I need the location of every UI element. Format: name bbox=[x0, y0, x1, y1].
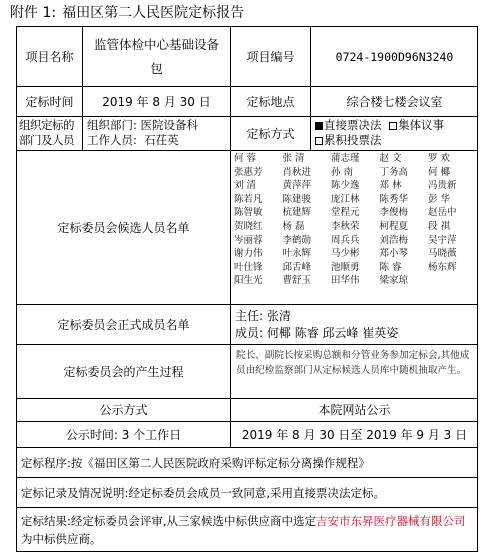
members-value: 何椰 陈睿 邱云峰 崔英姿 bbox=[266, 326, 399, 340]
candidate-name: 陈 睿 bbox=[379, 261, 402, 273]
candidates-label-cell bbox=[16, 150, 230, 304]
candidate-row bbox=[230, 152, 476, 166]
formation-label: 定标委员会的产生过程 bbox=[63, 364, 184, 379]
announce-time-value-cell bbox=[230, 421, 478, 447]
candidate-name: 刘浩梅 bbox=[379, 234, 409, 246]
announce-method-label-cell bbox=[16, 398, 230, 421]
committee-label-cell bbox=[16, 304, 230, 344]
candidate-name: 李俊梅 bbox=[379, 207, 409, 219]
candidate-name: 段 祺 bbox=[428, 220, 451, 232]
candidate-row bbox=[230, 261, 476, 275]
candidate-name: 张惠芳 bbox=[234, 166, 263, 178]
candidate-name: 陈秀华 bbox=[379, 193, 409, 205]
record-cell bbox=[16, 477, 478, 507]
candidate-name: 曹舒玉 bbox=[282, 275, 312, 287]
staff-label: 工作人员: bbox=[87, 133, 137, 147]
announce-method-label: 公示方式 bbox=[99, 403, 148, 417]
candidate-name: 冯贵新 bbox=[428, 180, 457, 192]
method-option-collective: 集体议事 bbox=[389, 118, 444, 132]
candidate-name: 陈少逸 bbox=[331, 180, 360, 192]
candidate-names-grid bbox=[230, 152, 476, 288]
candidate-name: 郑小琴 bbox=[379, 248, 409, 260]
candidate-name: 何 蓉 bbox=[234, 153, 257, 164]
staff-line bbox=[87, 133, 226, 148]
candidate-name: 罗 欢 bbox=[428, 153, 451, 164]
winning-supplier: 吉安市东昇医疗器械有限公司 bbox=[316, 514, 466, 528]
method-options-cell bbox=[310, 116, 478, 150]
candidate-name: 郑 林 bbox=[379, 180, 402, 192]
report-title: 福田区第二人民医院定标报告 bbox=[62, 5, 245, 21]
candidate-name: 吴宇萍 bbox=[428, 234, 457, 246]
unchecked-box-icon bbox=[315, 137, 323, 145]
formation-text: 院长、副院长按采购总额和分管业务参加定标会,其他成员由纪检监察部门从定标候选人员库中随机抽取产生。 bbox=[236, 350, 470, 376]
candidate-name: 庞江林 bbox=[331, 193, 360, 205]
committee-members-line bbox=[235, 325, 474, 342]
candidate-name: 丁务高 bbox=[379, 166, 409, 178]
department-label: 组织部门: bbox=[87, 118, 137, 132]
record-label: 定标记录及情况说明: bbox=[21, 486, 129, 500]
candidate-name: 陈若凡 bbox=[234, 193, 263, 205]
table-bottom-border bbox=[16, 551, 478, 552]
announce-time-value: 2019 年 8 月 30 日至 2019 年 9 月 3 日 bbox=[241, 427, 468, 442]
candidate-name: 肖秋进 bbox=[282, 166, 312, 178]
method-option-direct-vote: 直接票决法 bbox=[315, 118, 382, 132]
candidate-name: 张 清 bbox=[282, 153, 305, 164]
committee-members-cell bbox=[230, 304, 478, 344]
chair-label: 主任: bbox=[235, 309, 264, 323]
candidate-name: 刘 清 bbox=[234, 180, 257, 192]
candidate-name: 阳生光 bbox=[234, 275, 263, 287]
members-label: 成员: bbox=[235, 326, 264, 340]
candidate-name: 李秋荣 bbox=[331, 220, 360, 232]
candidate-name: 叶永辉 bbox=[282, 248, 312, 260]
candidate-name: 田华伟 bbox=[331, 275, 360, 287]
bid-place-label-cell bbox=[230, 86, 310, 116]
candidate-name: 梁家琼 bbox=[379, 275, 409, 287]
candidate-name: 岑丽蓉 bbox=[234, 234, 263, 246]
candidate-name: 彭 华 bbox=[428, 193, 451, 205]
project-code-label-cell bbox=[230, 26, 310, 86]
candidate-name: 邱舌峰 bbox=[282, 261, 312, 273]
announce-method-value-cell bbox=[230, 398, 478, 421]
method-options-line-2 bbox=[315, 133, 474, 148]
candidate-name: 何 椰 bbox=[428, 166, 451, 178]
method-options-line-1 bbox=[315, 118, 474, 133]
candidate-name: 杭建辉 bbox=[282, 207, 312, 219]
org-label-cell bbox=[16, 116, 82, 150]
bid-place-label: 定标地点 bbox=[246, 94, 295, 109]
project-name-label: 项目名称 bbox=[25, 49, 74, 64]
staff-value: 石茌英 bbox=[144, 133, 179, 147]
method-label-cell bbox=[230, 116, 310, 150]
candidate-name: 蒲志瑾 bbox=[331, 153, 360, 164]
candidate-row bbox=[230, 274, 476, 288]
checked-box-icon bbox=[315, 122, 323, 130]
candidate-row bbox=[230, 179, 476, 193]
procedure-label: 定标程序: bbox=[21, 456, 71, 470]
org-label: 组织定标的部门及人员 bbox=[19, 118, 74, 147]
method-label: 定标方式 bbox=[246, 126, 295, 141]
candidate-name: 叶仕锋 bbox=[234, 261, 263, 273]
announce-method-value: 本院网站公示 bbox=[318, 403, 391, 417]
announce-time-label-cell bbox=[16, 421, 230, 447]
committee-chair-line bbox=[235, 308, 474, 325]
procedure-text: 按《福田区第二人民医院政府采购评标定标分离操作规程》 bbox=[70, 456, 370, 470]
candidate-name: 马少彬 bbox=[331, 248, 360, 260]
result-text-before: 经定标委员会评审,从三家候选中标供应商中选定 bbox=[70, 514, 317, 528]
project-code-value: 0724-1900D96N3240 bbox=[335, 49, 454, 64]
attachment-label: 附件 1: bbox=[10, 5, 57, 21]
committee-label: 定标委员会正式成员名单 bbox=[57, 317, 190, 332]
candidate-row bbox=[230, 234, 476, 248]
bid-place-value: 综合楼七楼会议室 bbox=[346, 94, 443, 109]
candidate-row bbox=[230, 220, 476, 234]
candidate-name: 赵 文 bbox=[379, 153, 402, 164]
result-text-after: 为中标供应商。 bbox=[21, 532, 102, 546]
bid-time-value: 2019 年 8 月 30 日 bbox=[102, 94, 211, 109]
candidate-name: 堂程元 bbox=[331, 207, 360, 219]
bid-time-label-cell bbox=[16, 86, 82, 116]
bid-place-value-cell bbox=[310, 86, 478, 116]
project-name-value-cell bbox=[82, 26, 230, 86]
candidate-name: 赵岳中 bbox=[428, 207, 457, 219]
project-code-value-cell bbox=[310, 26, 478, 86]
formation-text-cell bbox=[230, 344, 478, 398]
org-value-cell bbox=[82, 116, 230, 150]
result-cell bbox=[16, 507, 478, 551]
candidate-name: 杨 磊 bbox=[282, 220, 305, 232]
candidates-label: 定标委员会候选人员名单 bbox=[57, 220, 190, 235]
announce-time-label: 公示时间: 3 个工作日 bbox=[65, 427, 182, 442]
project-name-value: 监管体检中心基础设备包 bbox=[93, 36, 219, 76]
formation-label-cell bbox=[16, 344, 230, 398]
candidate-name: 黄萍萍 bbox=[282, 180, 312, 192]
report-heading bbox=[10, 4, 244, 22]
record-text: 经定标委员会成员一致同意,采用直接票决法定标。 bbox=[128, 486, 386, 500]
department-value: 医院设备科 bbox=[140, 118, 199, 132]
unchecked-box-icon bbox=[389, 122, 397, 130]
candidate-name: 池顺勇 bbox=[331, 261, 360, 273]
candidate-name: 杨东辉 bbox=[428, 261, 457, 273]
candidate-name: 孙 南 bbox=[331, 166, 354, 178]
bid-time-label: 定标时间 bbox=[25, 94, 74, 109]
candidate-row bbox=[230, 193, 476, 207]
candidate-name: 柯程夏 bbox=[379, 220, 409, 232]
project-code-label: 项目编号 bbox=[246, 49, 295, 64]
bid-time-value-cell bbox=[82, 86, 230, 116]
candidate-name: 周兵兵 bbox=[331, 234, 360, 246]
candidate-name: 马晓薇 bbox=[428, 248, 457, 260]
candidate-name: 陈建骏 bbox=[282, 193, 312, 205]
procedure-cell bbox=[16, 447, 478, 477]
project-name-label-cell bbox=[16, 26, 82, 86]
candidate-name: 贺晓红 bbox=[234, 220, 263, 232]
candidate-row bbox=[230, 247, 476, 261]
department-line bbox=[87, 118, 226, 133]
candidate-row bbox=[230, 166, 476, 180]
candidate-name: 李鹤勋 bbox=[282, 234, 312, 246]
candidate-name: 陈智敏 bbox=[234, 207, 263, 219]
method-option-cumulative: 累积投票法 bbox=[315, 133, 382, 147]
candidate-name: 谢力伟 bbox=[234, 248, 263, 260]
candidate-name bbox=[428, 274, 472, 288]
result-label: 定标结果: bbox=[21, 514, 71, 528]
chair-value: 张清 bbox=[266, 309, 291, 323]
candidate-row bbox=[230, 206, 476, 220]
